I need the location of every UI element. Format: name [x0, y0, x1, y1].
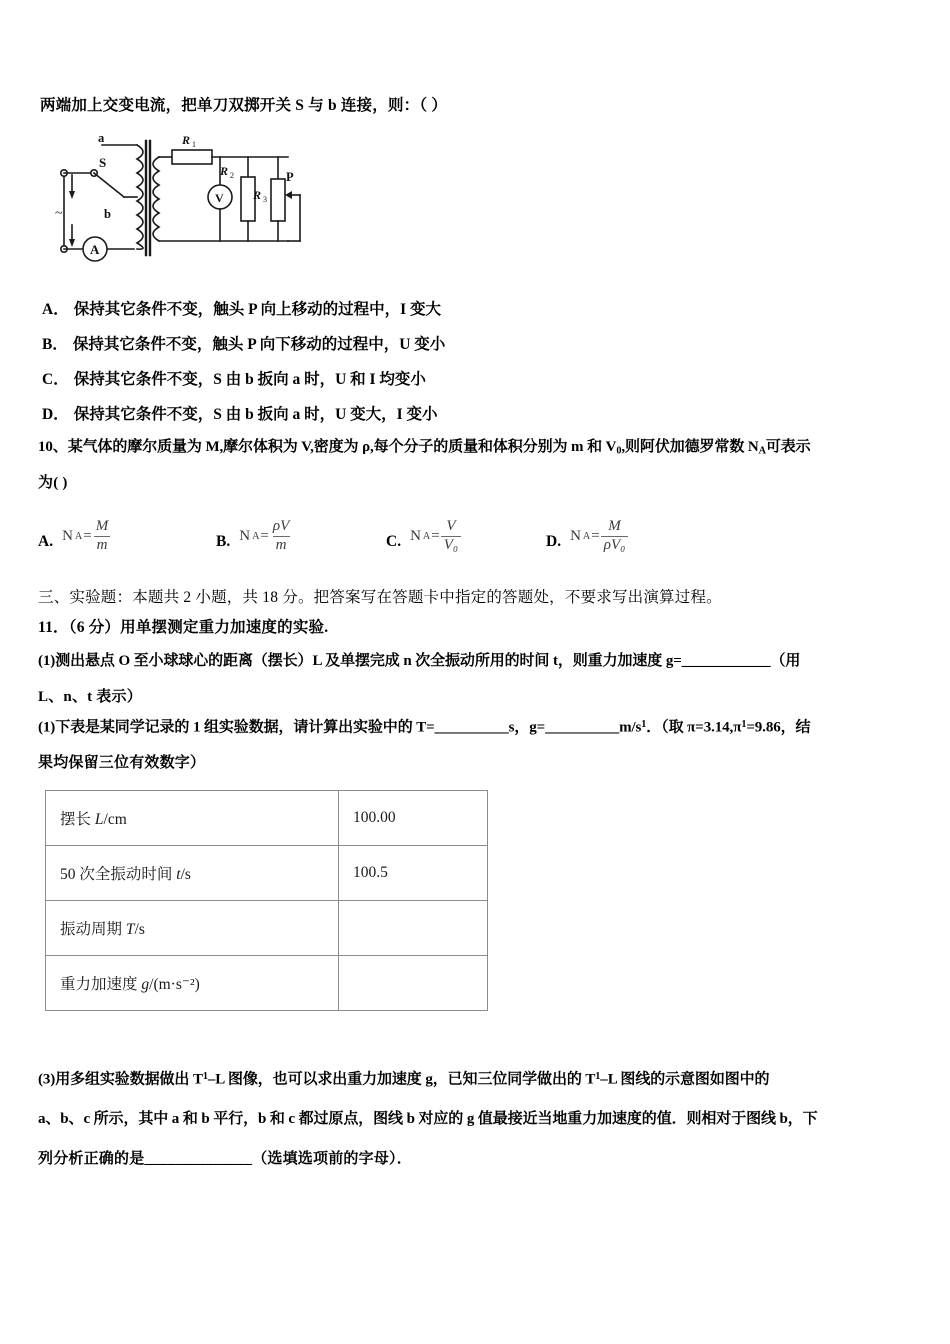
- slider-p-label: P: [286, 170, 294, 184]
- q10-subscript-a: A: [758, 445, 766, 457]
- row-label-suffix: /cm: [103, 811, 127, 828]
- question-10-stem-line-2: 为( ): [38, 475, 68, 491]
- q10-fraction-b-numerator: ρV: [272, 517, 290, 534]
- q10-text-part2: ,则阿伏加德罗常数 N: [621, 439, 759, 455]
- q10-fraction-c: [441, 519, 461, 554]
- option-c-text: 保持其它条件不变，S 由 b 扳向 a 时，U 和 I 均变小: [73, 371, 426, 388]
- q10-fraction-a: [93, 519, 112, 554]
- q10-fraction-a-numerator: M: [95, 517, 109, 534]
- table-row-label: [46, 956, 339, 1011]
- table-row-label: [46, 791, 339, 846]
- q10-option-a-letter: A.: [38, 533, 54, 550]
- table-row-label: [46, 846, 339, 901]
- q10-option-b-letter: B.: [216, 533, 231, 550]
- option-c-letter: C．: [42, 371, 69, 388]
- table-row-value: [339, 956, 488, 1011]
- question-11-part3-line2: a、b、c 所示，其中 a 和 b 平行，b 和 c 都过原点，图线 b 对应的 g 值最接近当地重力加速度的值．则相对于图线 b，下: [38, 1111, 818, 1127]
- q10-subscript-zero: 0: [616, 445, 622, 457]
- q10-option-b: [216, 512, 292, 560]
- equals-sign: =: [260, 527, 269, 544]
- q10-formula-c-lhs: N: [410, 527, 421, 544]
- resistor-r1-label: R: [182, 133, 191, 147]
- q10-option-d: [546, 512, 628, 560]
- option-c-row: [42, 367, 426, 389]
- row-label-suffix: /s: [180, 866, 191, 883]
- equals-sign: =: [83, 527, 92, 544]
- q10-fraction-a-denominator: m: [94, 536, 111, 554]
- table-row: [46, 901, 488, 956]
- q11-part3-superscript-2: 1: [595, 1071, 601, 1082]
- question-11-part1-line1: (1)测出悬点 O 至小球球心的距离（摆长）L 及单摆完成 n 次全振动所用的时间 t，则重力加速度 g=____________（用: [38, 653, 801, 669]
- q10-formula-d-sub: A: [582, 530, 591, 542]
- q10-formula-b: [239, 519, 292, 554]
- question-11-part3-line3: 列分析正确的是______________（选填选项前的字母）．: [38, 1151, 412, 1167]
- resistor-r2-label: R: [220, 164, 229, 178]
- q10-formula-b-lhs: N: [239, 527, 251, 544]
- table-row-value: [339, 901, 488, 956]
- resistor-r2-subscript: 2: [230, 171, 234, 180]
- q10-formula-a-sub: A: [74, 530, 83, 542]
- q11-part3-text-a: (3)用多组实验数据做出 T: [38, 1071, 203, 1088]
- q10-formula-a: [62, 519, 111, 554]
- question-11-part2-line1: [38, 720, 810, 735]
- q10-formula-a-lhs: N: [62, 527, 73, 544]
- table-row-value: 100.5: [339, 846, 488, 901]
- question-11-part1-line2: L、n、t 表示）: [38, 689, 142, 705]
- resistor-r3-label: R: [253, 188, 262, 202]
- q11-part2-text-b: ．（取 π=3.14,π: [646, 719, 742, 736]
- q10-option-c: [386, 512, 461, 560]
- voltmeter-label: V: [215, 191, 224, 205]
- circuit-label-b: b: [104, 207, 111, 221]
- q11-part2-superscript-2: 1: [741, 719, 747, 730]
- section-3-heading: 三、实验题：本题共 2 小题，共 18 分。把答案写在答题卡中指定的答题处，不要求写出演算过程。: [38, 589, 722, 606]
- question-10-options: [38, 512, 738, 560]
- table-row: [46, 791, 488, 846]
- row-label-symbol: g: [141, 976, 150, 993]
- row-label-prefix: 50 次全振动时间: [60, 866, 177, 883]
- q10-formula-c: [410, 519, 461, 554]
- equals-sign: =: [431, 527, 440, 544]
- option-a-letter: A．: [42, 301, 69, 318]
- ammeter-label: A: [90, 242, 100, 257]
- q10-text-part1: 10、某气体的摩尔质量为 M,摩尔体积为 V,密度为 ρ,每个分子的质量和体积分别为 m 和 V: [38, 439, 617, 455]
- question-9-stem: 两端加上交变电流，把单刀双掷开关 S 与 b 连接，则：（ ）: [40, 97, 448, 114]
- resistor-r1-subscript: 1: [192, 140, 196, 149]
- table-row: [46, 956, 488, 1011]
- option-b-letter: B．: [42, 336, 68, 353]
- question-11-part3-line1: [38, 1072, 769, 1087]
- q10-formula-c-sub: A: [422, 530, 431, 542]
- q10-fraction-c-denominator: V₀: [441, 536, 461, 554]
- q10-fraction-d-numerator: M: [608, 517, 621, 534]
- transformer-circuit-diagram: [42, 133, 304, 268]
- q10-fraction-c-numerator: V: [446, 517, 456, 534]
- option-a-row: [42, 297, 441, 319]
- question-11-heading: 11．（6 分）用单摆测定重力加速度的实验.: [38, 619, 329, 636]
- circuit-label-ac-source: ~: [55, 206, 63, 221]
- q10-option-a: [38, 512, 111, 560]
- q10-option-d-letter: D.: [546, 533, 562, 550]
- q10-formula-d: [570, 519, 628, 554]
- equals-sign: =: [591, 527, 600, 544]
- q10-text-part3: 可表示: [765, 439, 811, 455]
- row-label-suffix: /(m·s⁻²): [149, 976, 200, 993]
- q10-fraction-d-denominator: ρV₀: [601, 536, 629, 554]
- q10-option-c-letter: C.: [386, 533, 402, 550]
- option-b-text: 保持其它条件不变，触头 P 向下移动的过程中，U 变小: [72, 336, 446, 353]
- q11-part3-text-c: –L 图线的示意图如图中的: [600, 1071, 770, 1088]
- row-label-prefix: 重力加速度: [60, 976, 142, 993]
- option-d-row: [42, 402, 438, 424]
- row-label-suffix: /s: [134, 921, 145, 938]
- option-b-row: [42, 332, 445, 354]
- row-label-symbol: L: [94, 811, 104, 828]
- q10-fraction-d: [601, 519, 629, 554]
- q11-part3-text-b: –L 图像，也可以求出重力加速度 g，已知三位同学做出的 T: [207, 1071, 596, 1088]
- table-row: [46, 846, 488, 901]
- q10-fraction-b: [270, 519, 292, 554]
- q10-fraction-b-denominator: m: [273, 536, 290, 554]
- resistor-r3-subscript: 3: [263, 195, 267, 204]
- circuit-label-switch: S: [99, 155, 107, 170]
- row-label-symbol: t: [176, 866, 181, 883]
- pendulum-data-table: [45, 790, 488, 1011]
- option-a-text: 保持其它条件不变，触头 P 向上移动的过程中，I 变大: [73, 301, 441, 318]
- question-11-part2-line2: 果均保留三位有效数字）: [38, 755, 206, 771]
- q10-formula-b-sub: A: [252, 530, 260, 542]
- q11-part3-superscript-1: 1: [202, 1071, 208, 1082]
- q11-part2-text-a: (1)下表是某同学记录的 1 组实验数据，请计算出实验中的 T=__________s，g=__________m/s: [38, 719, 642, 736]
- table-row-label: [46, 901, 339, 956]
- q11-part2-superscript-1: 1: [641, 719, 647, 730]
- row-label-prefix: 振动周期: [60, 921, 126, 938]
- q10-formula-d-lhs: N: [570, 527, 581, 544]
- table-row-value: 100.00: [339, 791, 488, 846]
- option-d-text: 保持其它条件不变，S 由 b 扳向 a 时，U 变大，I 变小: [73, 406, 438, 423]
- q11-part2-text-c: =9.86，结: [746, 719, 811, 736]
- option-d-letter: D．: [42, 406, 69, 423]
- question-10-stem-line-1: [38, 440, 811, 457]
- row-label-prefix: 摆长: [60, 811, 95, 828]
- row-label-symbol: T: [125, 921, 135, 938]
- circuit-label-a: a: [98, 133, 105, 145]
